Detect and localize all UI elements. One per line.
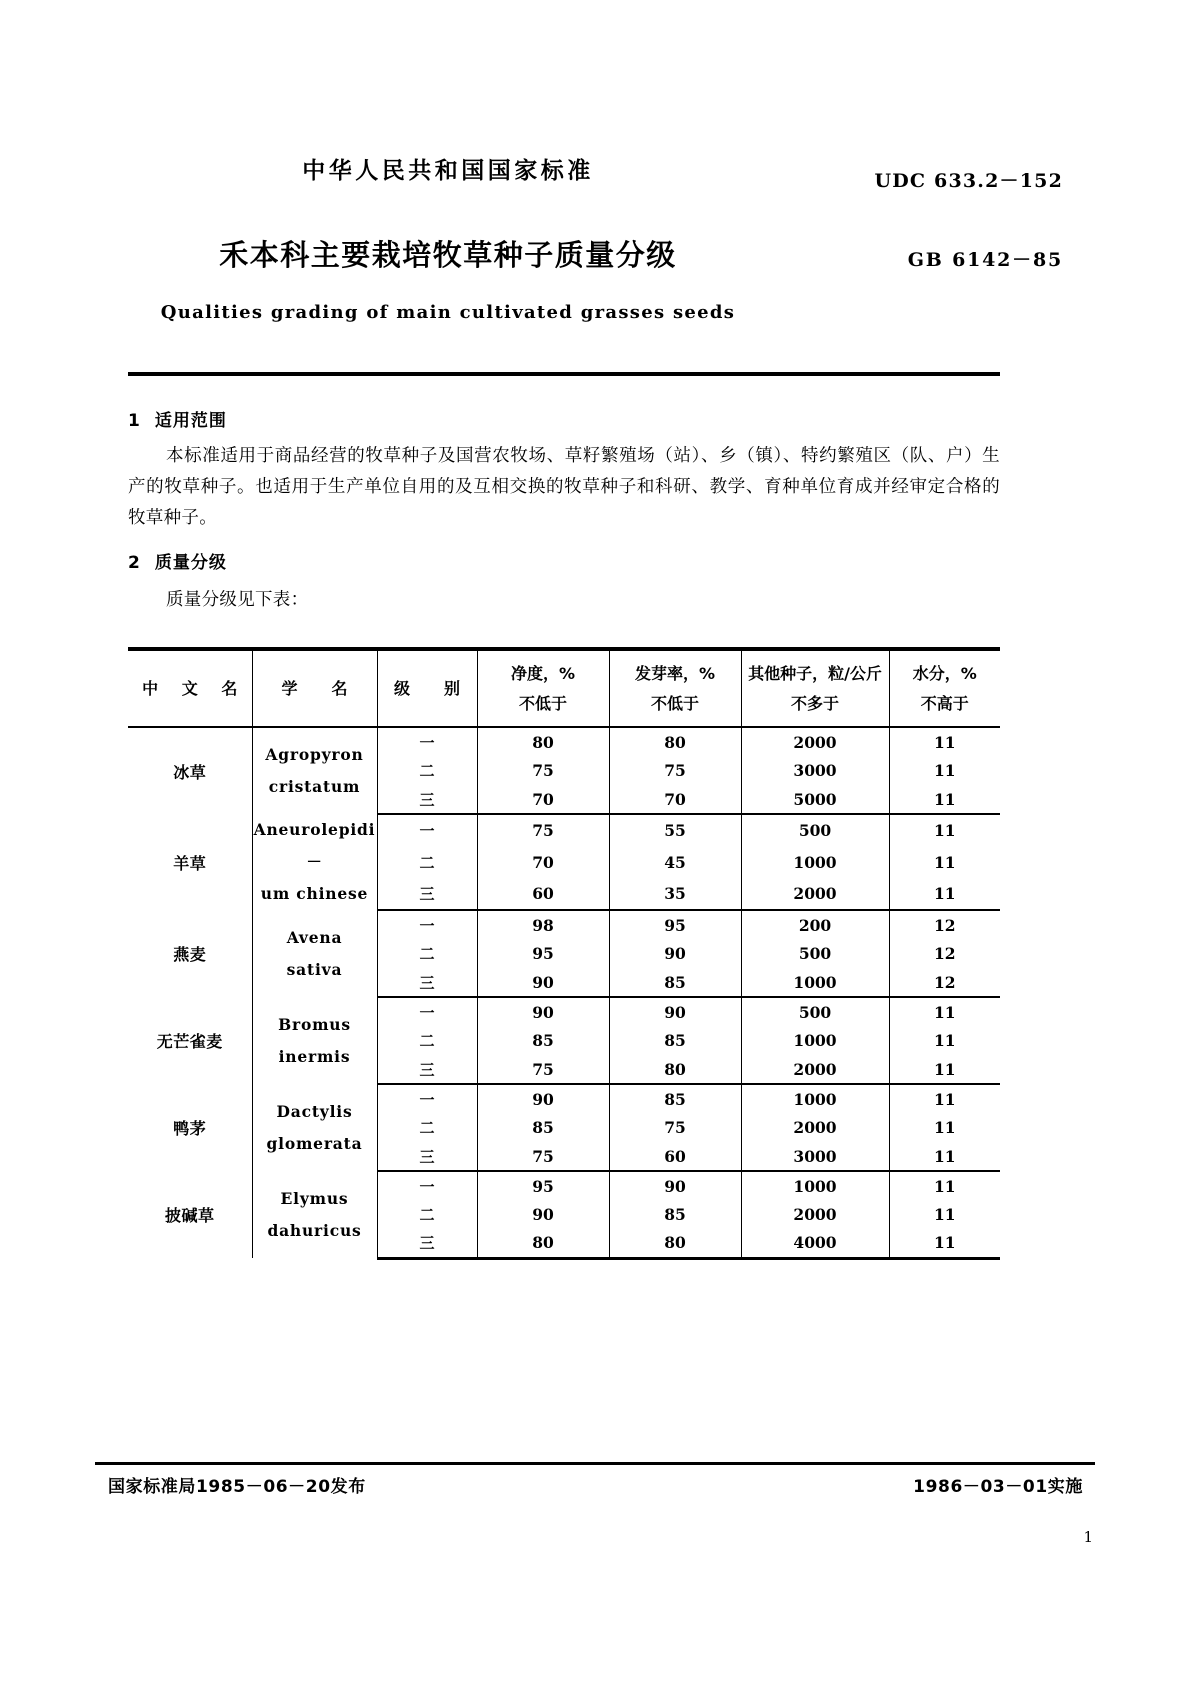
cell-other-seeds: 2000 xyxy=(741,1113,889,1142)
cell-chinese-name: 披碱草 xyxy=(128,1171,252,1258)
cell-moisture: 11 xyxy=(889,1113,1000,1142)
cell-grade: 一 xyxy=(377,1084,477,1113)
cell-purity: 75 xyxy=(477,1055,609,1084)
cell-germination: 55 xyxy=(609,814,741,846)
cell-other-seeds: 1000 xyxy=(741,846,889,878)
section-1-number: 1 xyxy=(128,411,141,431)
cell-moisture: 11 xyxy=(889,1084,1000,1113)
cell-scientific-name xyxy=(252,814,377,910)
cell-purity: 90 xyxy=(477,997,609,1026)
effective-date-statement: 1986－03－01实施 xyxy=(913,1477,1083,1497)
cell-grade: 三 xyxy=(377,1142,477,1171)
cell-grade: 一 xyxy=(377,1171,477,1200)
cell-germination: 35 xyxy=(609,878,741,910)
section-2-title: 质量分级 xyxy=(154,553,227,573)
cell-other-seeds: 5000 xyxy=(741,785,889,814)
quality-grading-table xyxy=(128,647,1000,1260)
cell-other-seeds: 200 xyxy=(741,910,889,939)
cell-chinese-name: 鸭茅 xyxy=(128,1084,252,1171)
cell-purity: 60 xyxy=(477,878,609,910)
col-header-scientific-name-label: 学 名 xyxy=(281,678,357,698)
cell-grade: 三 xyxy=(377,1229,477,1258)
cell-germination: 85 xyxy=(609,1084,741,1113)
document-body xyxy=(128,392,1000,615)
document-title-english: Qualities grading of main cultivated grasses seeds xyxy=(160,302,736,323)
scientific-name-line-2: um chinese xyxy=(260,884,369,903)
cell-grade: 二 xyxy=(377,1200,477,1229)
section-2-heading xyxy=(128,548,1000,573)
cell-grade: 三 xyxy=(377,1055,477,1084)
cell-germination: 90 xyxy=(609,1171,741,1200)
scientific-name-line-1: Agropyron xyxy=(265,745,364,764)
cell-purity: 98 xyxy=(477,910,609,939)
issue-statement: 国家标准局1985－06－20发布 xyxy=(108,1477,366,1497)
cell-moisture: 12 xyxy=(889,939,1000,968)
cell-moisture: 11 xyxy=(889,785,1000,814)
col-header-chinese-name xyxy=(128,649,252,727)
cell-other-seeds: 3000 xyxy=(741,756,889,785)
cell-germination: 80 xyxy=(609,1229,741,1258)
cell-other-seeds: 500 xyxy=(741,939,889,968)
cell-germination: 60 xyxy=(609,1142,741,1171)
scientific-name-line-2: dahuricus xyxy=(267,1220,362,1240)
cell-other-seeds: 1000 xyxy=(741,1084,889,1113)
col-header-purity xyxy=(477,649,609,727)
col-header-purity-sub: 不低于 xyxy=(518,693,567,713)
col-header-moisture-label: 水分，% xyxy=(912,663,977,683)
col-header-grade xyxy=(377,649,477,727)
col-header-moisture-sub: 不高于 xyxy=(920,693,969,713)
cell-germination: 80 xyxy=(609,727,741,756)
cell-germination: 90 xyxy=(609,997,741,1026)
section-1-heading xyxy=(128,406,1000,431)
cell-germination: 85 xyxy=(609,1026,741,1055)
cell-germination: 75 xyxy=(609,1113,741,1142)
cell-purity: 95 xyxy=(477,939,609,968)
col-header-other-seeds xyxy=(741,649,889,727)
table-row xyxy=(128,1171,1000,1200)
cell-moisture: 11 xyxy=(889,727,1000,756)
cell-other-seeds: 2000 xyxy=(741,727,889,756)
cell-other-seeds: 2000 xyxy=(741,1055,889,1084)
cell-other-seeds: 500 xyxy=(741,997,889,1026)
col-header-germination-label: 发芽率，% xyxy=(634,663,716,683)
header-left-block xyxy=(128,152,768,323)
cell-grade: 三 xyxy=(377,785,477,814)
col-header-germination-sub: 不低于 xyxy=(650,693,699,713)
cell-chinese-name: 羊草 xyxy=(128,814,252,910)
cell-germination: 45 xyxy=(609,846,741,878)
cell-germination: 85 xyxy=(609,1200,741,1229)
cell-germination: 90 xyxy=(609,939,741,968)
scientific-name-line-2: inermis xyxy=(278,1046,351,1066)
table-row xyxy=(128,1084,1000,1113)
cell-grade: 二 xyxy=(377,846,477,878)
header-right-block xyxy=(773,152,1063,272)
cell-moisture: 11 xyxy=(889,997,1000,1026)
cell-purity: 80 xyxy=(477,1229,609,1258)
footer-divider-rule xyxy=(95,1462,1095,1465)
cell-other-seeds: 3000 xyxy=(741,1142,889,1171)
cell-purity: 90 xyxy=(477,1084,609,1113)
scientific-name-line-1: Dactylis xyxy=(276,1101,353,1121)
cell-moisture: 12 xyxy=(889,968,1000,997)
cell-scientific-name xyxy=(252,910,377,997)
table-row xyxy=(128,727,1000,756)
cell-other-seeds: 500 xyxy=(741,814,889,846)
cell-purity: 95 xyxy=(477,1171,609,1200)
cell-purity: 90 xyxy=(477,968,609,997)
document-title-chinese: 禾本科主要栽培牧草种子质量分级 xyxy=(219,238,677,272)
scientific-name-line-2: cristatum xyxy=(268,777,361,796)
scientific-name-line-1: Bromus xyxy=(278,1014,351,1034)
col-header-purity-label: 净度，% xyxy=(510,663,576,683)
cell-scientific-name xyxy=(252,1171,377,1258)
cell-moisture: 11 xyxy=(889,1229,1000,1258)
cell-grade: 一 xyxy=(377,997,477,1026)
scientific-name-line-2: glomerata xyxy=(266,1133,363,1153)
cell-other-seeds: 1000 xyxy=(741,1171,889,1200)
cell-other-seeds: 4000 xyxy=(741,1229,889,1258)
cell-other-seeds: 1000 xyxy=(741,968,889,997)
scientific-name-line-2: sativa xyxy=(286,959,343,979)
table-row xyxy=(128,814,1000,846)
cell-purity: 70 xyxy=(477,785,609,814)
cell-moisture: 11 xyxy=(889,878,1000,910)
table-header-row xyxy=(128,649,1000,727)
cell-moisture: 12 xyxy=(889,910,1000,939)
page-number: 1 xyxy=(1083,1528,1093,1546)
cell-grade: 二 xyxy=(377,1113,477,1142)
cell-moisture: 11 xyxy=(889,756,1000,785)
section-1-title: 适用范围 xyxy=(154,411,227,431)
cell-purity: 75 xyxy=(477,814,609,846)
section-2-number: 2 xyxy=(128,553,141,573)
document-header xyxy=(128,152,1063,323)
section-1-paragraph: 本标准适用于商品经营的牧草种子及国营农牧场、草籽繁殖场（站）、乡（镇）、特约繁殖区（队、户）生产的牧草种子。也适用于生产单位自用的及互相交换的牧草种子和科研、教学、育种单位育成并经审定合格的牧草种子。 xyxy=(128,446,1000,528)
cell-chinese-name: 无芒雀麦 xyxy=(128,997,252,1084)
cell-moisture: 11 xyxy=(889,1055,1000,1084)
col-header-moisture xyxy=(889,649,1000,727)
cell-chinese-name: 冰草 xyxy=(128,727,252,814)
grading-table-wrapper xyxy=(128,647,1000,1260)
col-header-germination xyxy=(609,649,741,727)
cell-grade: 二 xyxy=(377,1026,477,1055)
cell-moisture: 11 xyxy=(889,1171,1000,1200)
col-header-grade-label: 级 别 xyxy=(393,678,469,698)
scientific-name-line-1: Aneurolepidi－ xyxy=(253,820,376,871)
cell-chinese-name: 燕麦 xyxy=(128,910,252,997)
grading-table-body xyxy=(128,727,1000,1258)
section-2-paragraph: 质量分级见下表： xyxy=(166,590,309,610)
cell-purity: 75 xyxy=(477,1142,609,1171)
cell-germination: 75 xyxy=(609,756,741,785)
col-header-scientific-name xyxy=(252,649,377,727)
scientific-name-line-1: Avena xyxy=(286,927,343,947)
cell-germination: 85 xyxy=(609,968,741,997)
cell-scientific-name xyxy=(252,997,377,1084)
cell-scientific-name xyxy=(252,727,377,814)
col-header-other-seeds-label: 其他种子，粒/公斤 xyxy=(748,663,882,683)
cell-purity: 85 xyxy=(477,1026,609,1055)
cell-purity: 75 xyxy=(477,756,609,785)
cell-scientific-name xyxy=(252,1084,377,1171)
cell-grade: 二 xyxy=(377,939,477,968)
cell-germination: 95 xyxy=(609,910,741,939)
cell-grade: 三 xyxy=(377,968,477,997)
cell-other-seeds: 2000 xyxy=(741,878,889,910)
cell-purity: 85 xyxy=(477,1113,609,1142)
cell-purity: 70 xyxy=(477,846,609,878)
header-divider-rule xyxy=(128,372,1000,376)
cell-germination: 70 xyxy=(609,785,741,814)
scientific-name-line-1: Elymus xyxy=(280,1188,349,1208)
cell-other-seeds: 1000 xyxy=(741,1026,889,1055)
udc-code: UDC 633.2－152 xyxy=(874,170,1063,192)
cell-moisture: 11 xyxy=(889,814,1000,846)
cell-grade: 一 xyxy=(377,814,477,846)
cell-grade: 一 xyxy=(377,727,477,756)
cell-moisture: 11 xyxy=(889,1026,1000,1055)
cell-moisture: 11 xyxy=(889,846,1000,878)
cell-purity: 90 xyxy=(477,1200,609,1229)
cell-germination: 80 xyxy=(609,1055,741,1084)
gb-standard-number: GB 6142－85 xyxy=(907,249,1063,271)
cell-grade: 三 xyxy=(377,878,477,910)
col-header-chinese-name-label: 中 文 名 xyxy=(142,678,247,698)
cell-grade: 一 xyxy=(377,910,477,939)
col-header-other-seeds-sub: 不多于 xyxy=(790,693,839,713)
table-row xyxy=(128,910,1000,939)
cell-other-seeds: 2000 xyxy=(741,1200,889,1229)
cell-moisture: 11 xyxy=(889,1200,1000,1229)
national-standard-title: 中华人民共和国国家标准 xyxy=(302,158,594,184)
document-footer xyxy=(108,1472,1083,1497)
table-row xyxy=(128,997,1000,1026)
cell-purity: 80 xyxy=(477,727,609,756)
cell-moisture: 11 xyxy=(889,1142,1000,1171)
cell-grade: 二 xyxy=(377,756,477,785)
